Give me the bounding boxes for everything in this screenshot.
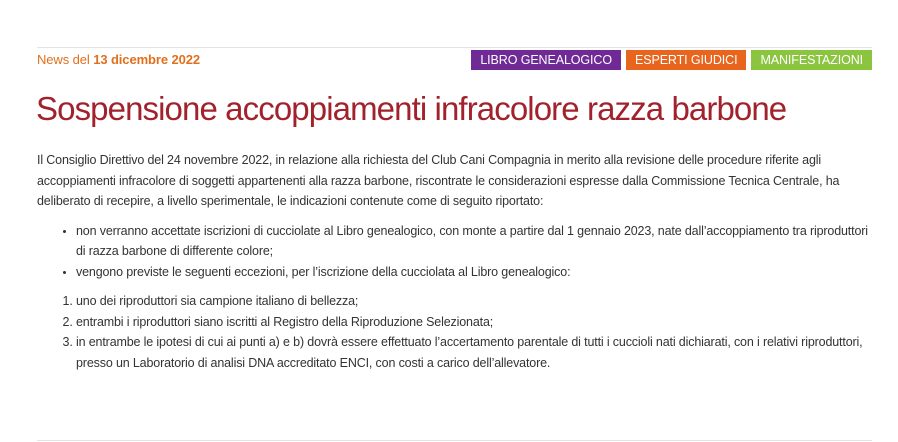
list-item: • non verranno accettate iscrizioni di cucciolate al Libro genealogico, con monte a partire dal 1 gennaio 2023, nate dall’accoppiamento tra riproduttori di razza barbone di differente colore; (76, 221, 872, 262)
list-item: 1. uno dei riproduttori sia campione italiano di bellezza; (76, 291, 872, 312)
bottom-divider (37, 440, 872, 441)
article-title: Sospensione accoppiamenti infracolore razza barbone (36, 90, 787, 127)
tag-manifestazioni[interactable]: MANIFESTAZIONI (751, 50, 872, 70)
top-divider (37, 47, 872, 48)
list-item: 2. entrambi i riproduttori siano iscritti al Registro della Riproduzione Selezionata; (76, 312, 872, 333)
exceptions-list (37, 291, 872, 373)
news-date: 13 dicembre 2022 (93, 52, 200, 67)
tag-libro-genealogico[interactable]: LIBRO GENEALOGICO (471, 50, 621, 70)
article-body (37, 150, 872, 373)
category-tags (471, 50, 872, 70)
news-date-prefix: News del (37, 52, 90, 67)
article-intro: Il Consiglio Direttivo del 24 novembre 2022, in relazione alla richiesta del Club Cani Compagnia in merito alla revisione delle procedure riferite agli accoppiamenti infracolore di soggetti appartenenti alla razza barbone, riscontrate le considerazioni espresse dalla Commissione Tecnica Centrale, ha deliberato di recepire, a livello sperimentale, le indicazioni contenute come di seguito riportato: (37, 153, 840, 208)
news-date-line (37, 51, 200, 69)
tag-esperti-giudici[interactable]: ESPERTI GIUDICI (626, 50, 746, 70)
list-item: 3. in entrambe le ipotesi di cui ai punti a) e b) dovrà essere effettuato l’accertamento parentale di tutti i cuccioli nati dichiarati, con i relativi riproduttori, presso un Laboratorio di analisi DNA accreditato ENCI, con costi a carico dell’allevatore. (76, 332, 872, 373)
bullet-list (37, 221, 872, 283)
list-item: • vengono previste le seguenti eccezioni, per l’iscrizione della cucciolata al Libro genealogico: (76, 262, 872, 283)
